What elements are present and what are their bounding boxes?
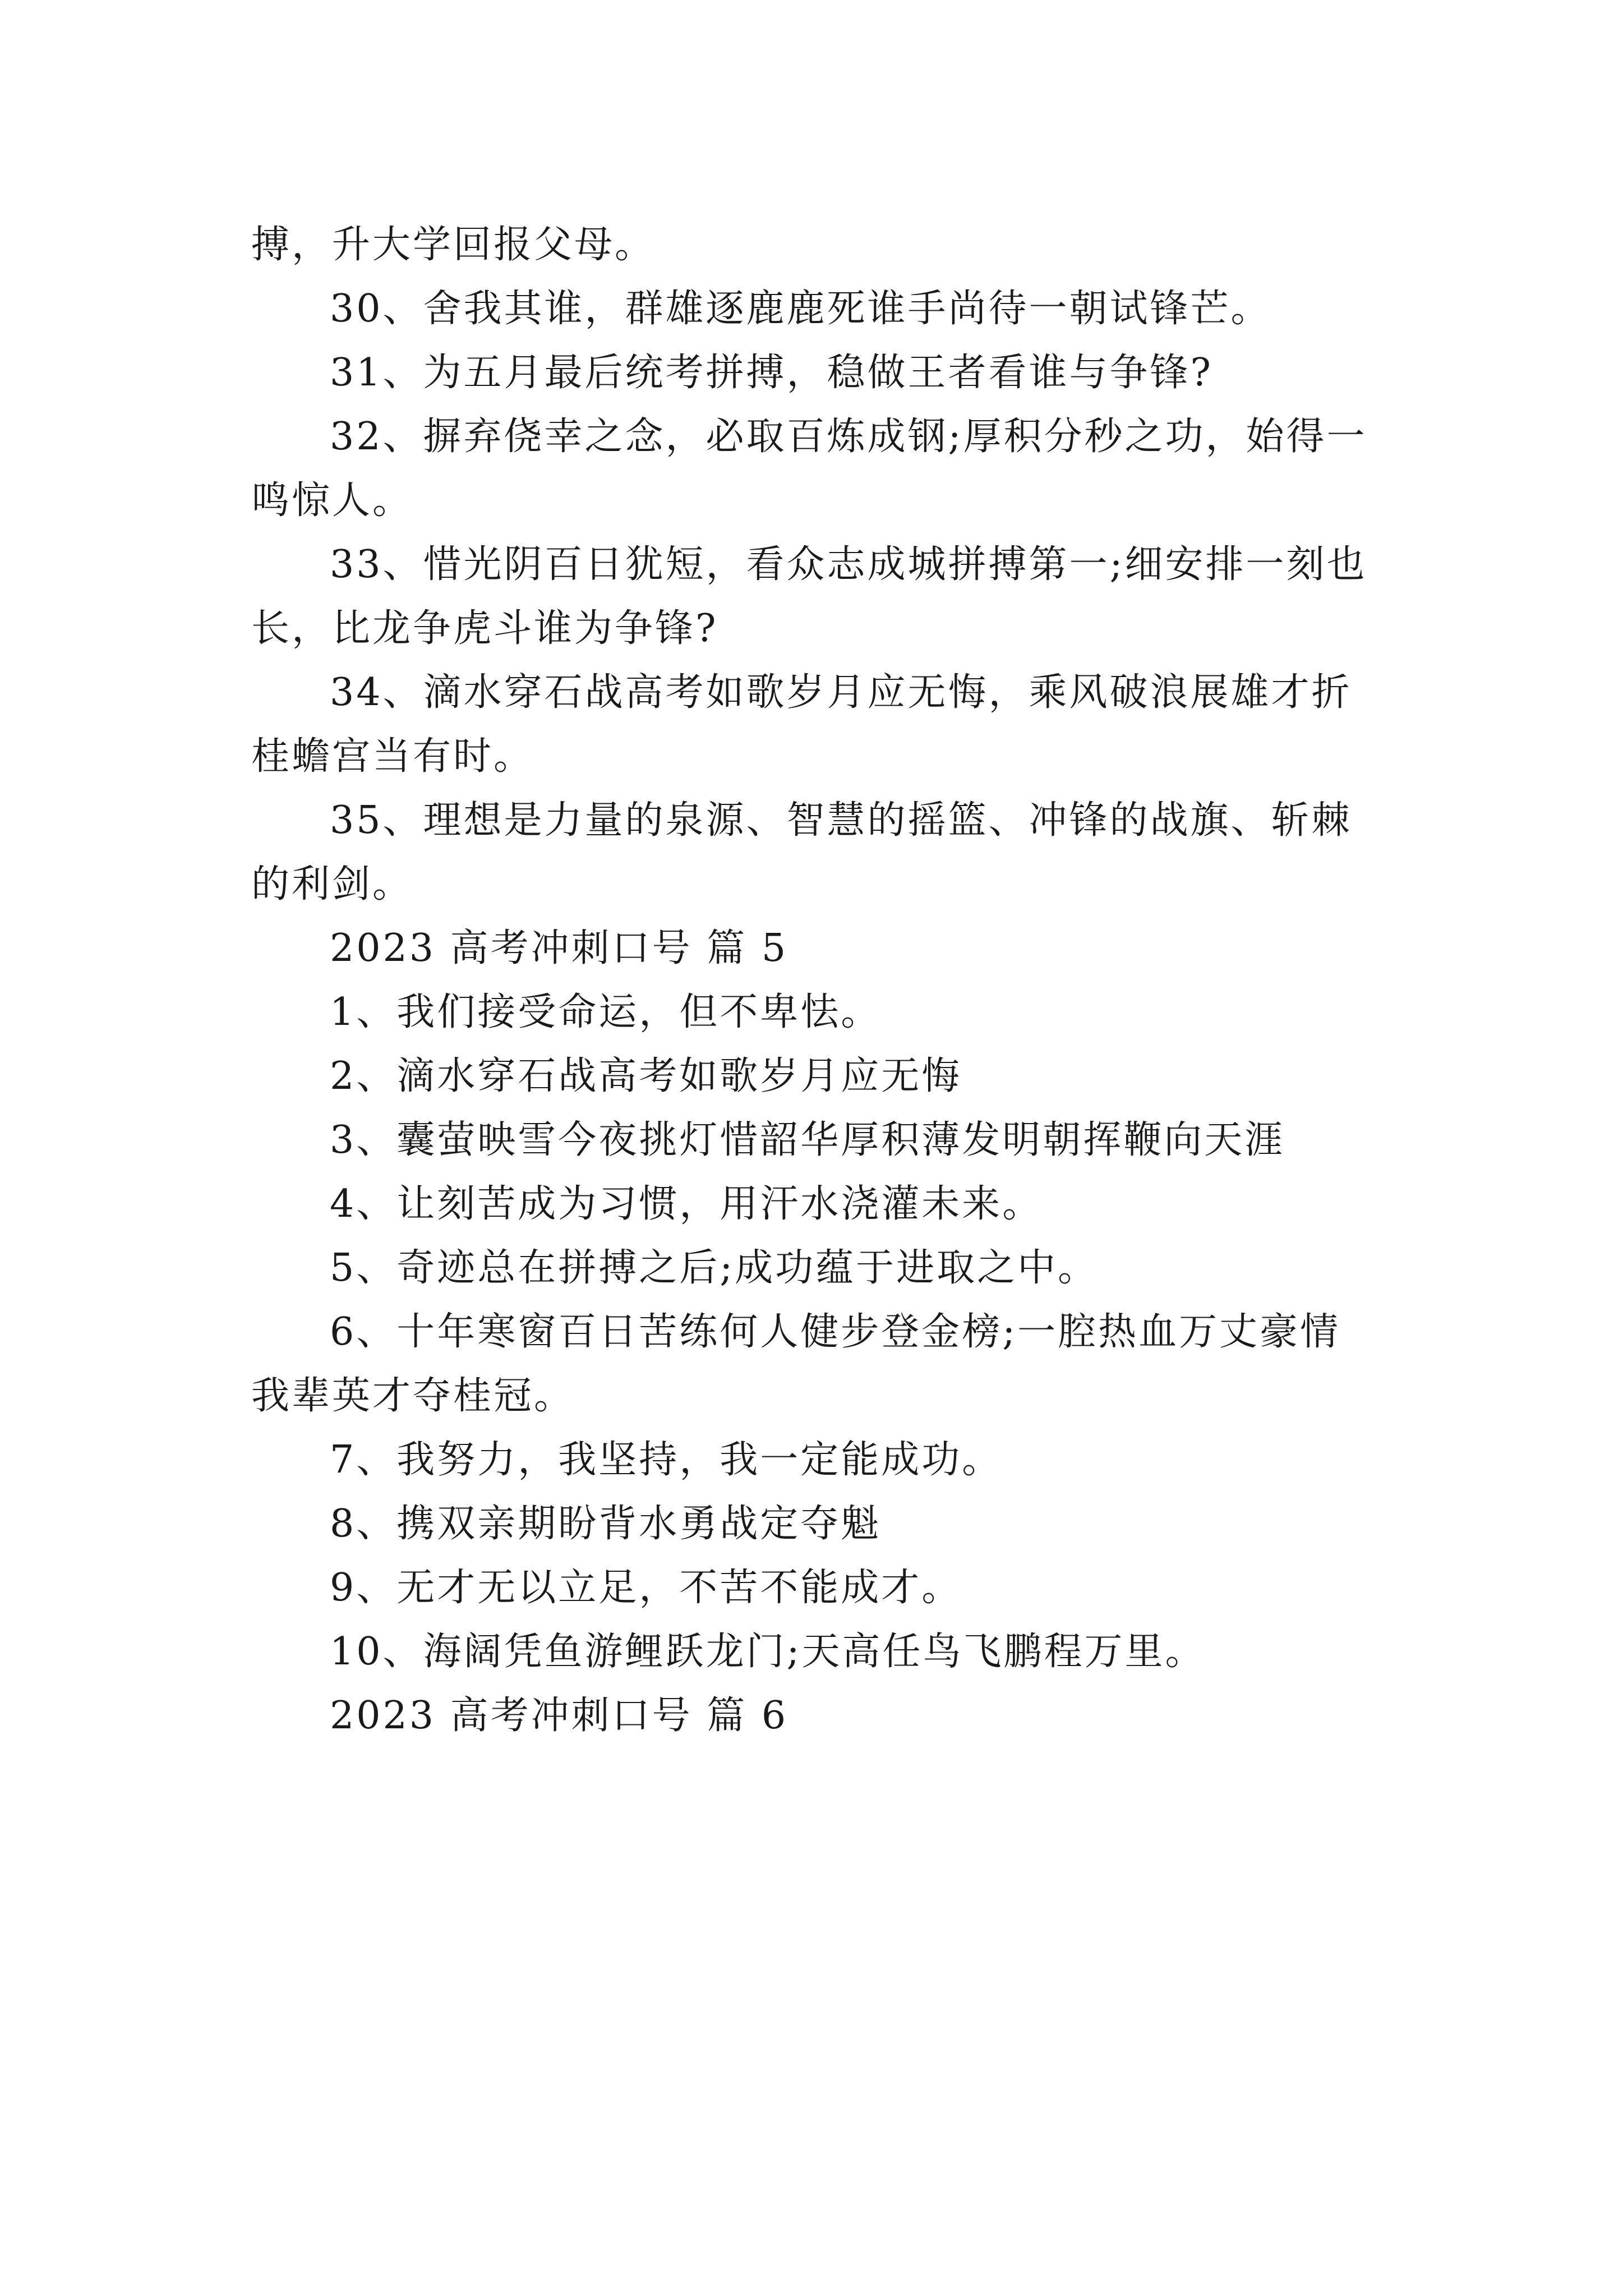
section-heading-6: 2023 高考冲刺口号 篇 6 bbox=[330, 1694, 789, 1738]
slogan-item-4: 4、让刻苦成为习惯，用汗水浇灌未来。 bbox=[330, 1182, 1043, 1226]
slogan-item-31: 31、为五月最后统考拼搏，稳做王者看谁与争锋? bbox=[330, 351, 1213, 395]
slogan-item-2: 2、滴水穿石战高考如歌岁月应无悔 bbox=[330, 1054, 962, 1098]
slogan-item-10: 10、海阔凭鱼游鲤跃龙门;天高任鸟飞鹏程万里。 bbox=[330, 1630, 1206, 1674]
slogan-item-3: 3、囊萤映雪今夜挑灯惜韶华厚积薄发明朝挥鞭向天涯 bbox=[330, 1118, 1285, 1162]
slogan-item-6: 6、十年寒窗百日苦练何人健步登金榜;一腔热血万丈豪情我辈英才夺桂冠。 bbox=[251, 1310, 1341, 1418]
slogan-item-35: 35、理想是力量的泉源、智慧的摇篮、冲锋的战旗、斩棘的利剑。 bbox=[251, 798, 1352, 907]
slogan-item-34: 34、滴水穿石战高考如歌岁月应无悔，乘风破浪展雄才折桂蟾宫当有时。 bbox=[251, 670, 1352, 779]
paragraph-continuation: 搏，升大学回报父母。 bbox=[251, 223, 656, 267]
slogan-item-1: 1、我们接受命运，但不卑怯。 bbox=[330, 990, 882, 1034]
slogan-item-32: 32、摒弃侥幸之念，必取百炼成钢;厚积分秒之功，始得一鸣惊人。 bbox=[251, 415, 1367, 523]
slogan-item-8: 8、携双亲期盼背水勇战定夺魁 bbox=[330, 1502, 882, 1546]
slogan-item-30: 30、舍我其谁，群雄逐鹿鹿死谁手尚待一朝试锋芒。 bbox=[330, 287, 1271, 331]
slogan-item-9: 9、无才无以立足，不苦不能成才。 bbox=[330, 1566, 962, 1610]
slogan-item-5: 5、奇迹总在拼搏之后;成功蕴于进取之中。 bbox=[330, 1246, 1099, 1290]
document-body bbox=[251, 213, 1378, 1748]
slogan-item-7: 7、我努力，我坚持，我一定能成功。 bbox=[330, 1438, 1003, 1482]
section-heading-5: 2023 高考冲刺口号 篇 5 bbox=[330, 926, 789, 970]
slogan-item-33: 33、惜光阴百日犹短，看众志成城拼搏第一;细安排一刻也长，比龙争虎斗谁为争锋? bbox=[251, 542, 1367, 651]
